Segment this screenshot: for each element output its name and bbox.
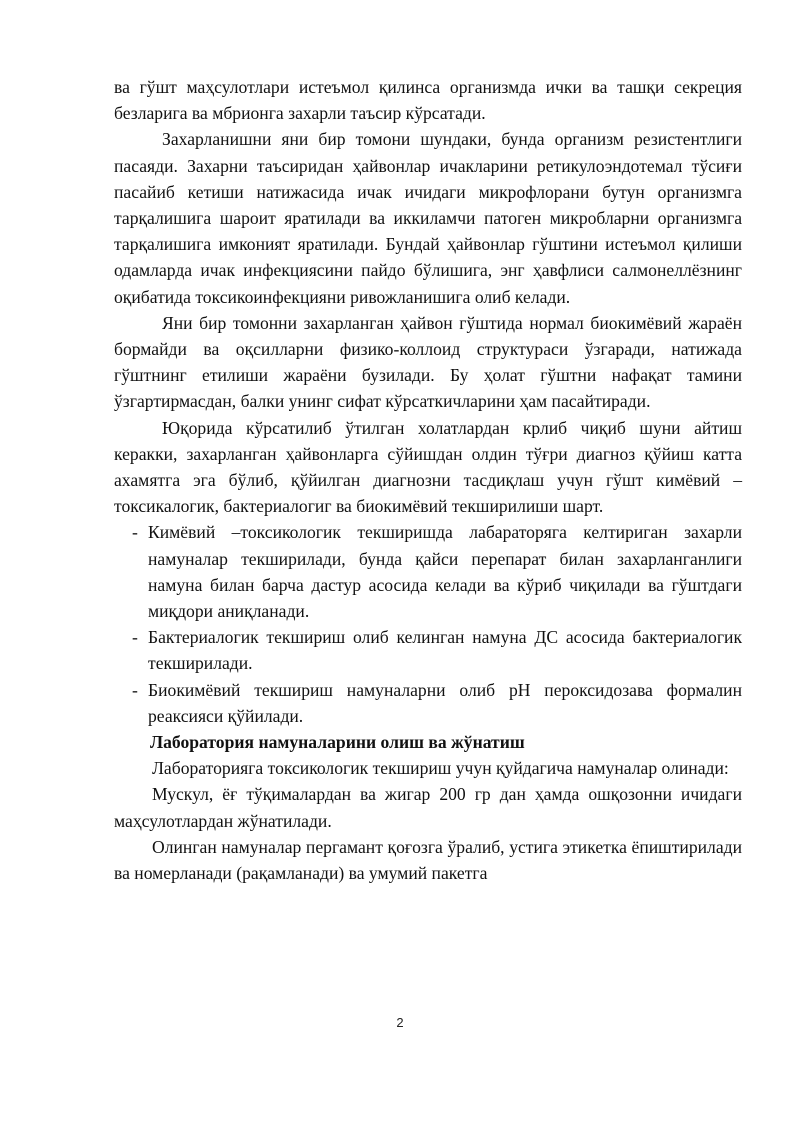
list-item [114,624,742,676]
list-item-text: Кимёвий –токсикологик текширишда лабараторяга келтириган захарли намуналар текширилади, бунда қайси перепарат билан захарланганлиги намуна билан барча дастур асосида келади ва кўриб чиқилади ва гўштдаги миқдори аниқланади. [148,522,742,622]
page-number: 2 [396,1015,404,1030]
paragraph: Захарланишни яни бир томони шундаки, бунда организм резистентлиги пасаяди. Захарни таъсиридан ҳайвонлар ичакларини ретикулоэндотемал тўсиғи пасайиб кетиши натижасида ичак ичидаги микрофлорани бутун организмга тарқалишига шароит яратилади ва иккиламчи патоген микробларни организмга тарқалишига имконият яратилади. Бундай ҳайвонлар гўштини истеъмол қилиши одамларда ичак инфекциясини пайдо бўлишига, энг ҳавфлиси салмонеллёзнинг оқибатида токсикоинфекцияни ривожланишига олиб келади. [114,129,742,307]
list-item-text: Биокимёвий текшириш намуналарни олиб рН пероксидозава формалин реаксияси қўйилади. [148,679,742,726]
list-item [114,519,742,624]
list-item [114,677,742,729]
paragraph: Олинган намуналар пергамант қоғозга ўралиб, устига этикетка ёпиштирилади ва номерланади (рақамланади) ва умумий пакетга [114,836,742,884]
list-item-text: Бактериалогик текшириш олиб келинган намуна ДС асосида бактериалогик текширилади. [148,627,742,674]
paragraph: Мускул, ёғ тўқималардан ва жигар 200 гр дан ҳамда ошқозонни ичидаги маҳсулотлардан жўнатилади. [114,784,742,831]
dash-marker: - [132,522,138,543]
paragraph: Юқорида кўрсатилиб ўтилган холатлардан крлиб чиқиб шуни айтиш керакки, захарланган ҳайвонларга сўйишдан олдин тўғри диагноз қўйиш катта ахамятга эга бўлиб, қўйилган диагнозни тасдиқлаш учун гўшт кимёвий – токсикалогик, бактериалогиг ва биокимёвий текширилиши шарт. [114,417,742,517]
paragraph: Лабораторияга токсикологик текшириш учун қуйдагича намуналар олинади: [152,758,729,779]
bullet-list [114,519,742,729]
section-heading: Лаборатория намуналарини олиш ва жўнатиш [150,732,525,753]
document-page [114,74,742,886]
paragraph: ва гўшт маҳсулотлари истеъмол қилинса организмда ички ва ташқи секреция безларига ва мбрионга захарли таъсир кўрсатади. [114,77,742,124]
paragraph: Яни бир томонни захарланган ҳайвон гўштида нормал биокимёвий жараён бормайди ва оқсилларни физико-коллоид структураси ўзгаради, натижада гўштнинг етилиши жараёни бузилади. Бу ҳолат гўштни нафақат тамини ўзгартирмасдан, балки унинг сифат кўрсаткичларини ҳам пасайтиради. [114,312,742,412]
dash-marker: - [132,679,138,700]
dash-marker: - [132,627,138,648]
